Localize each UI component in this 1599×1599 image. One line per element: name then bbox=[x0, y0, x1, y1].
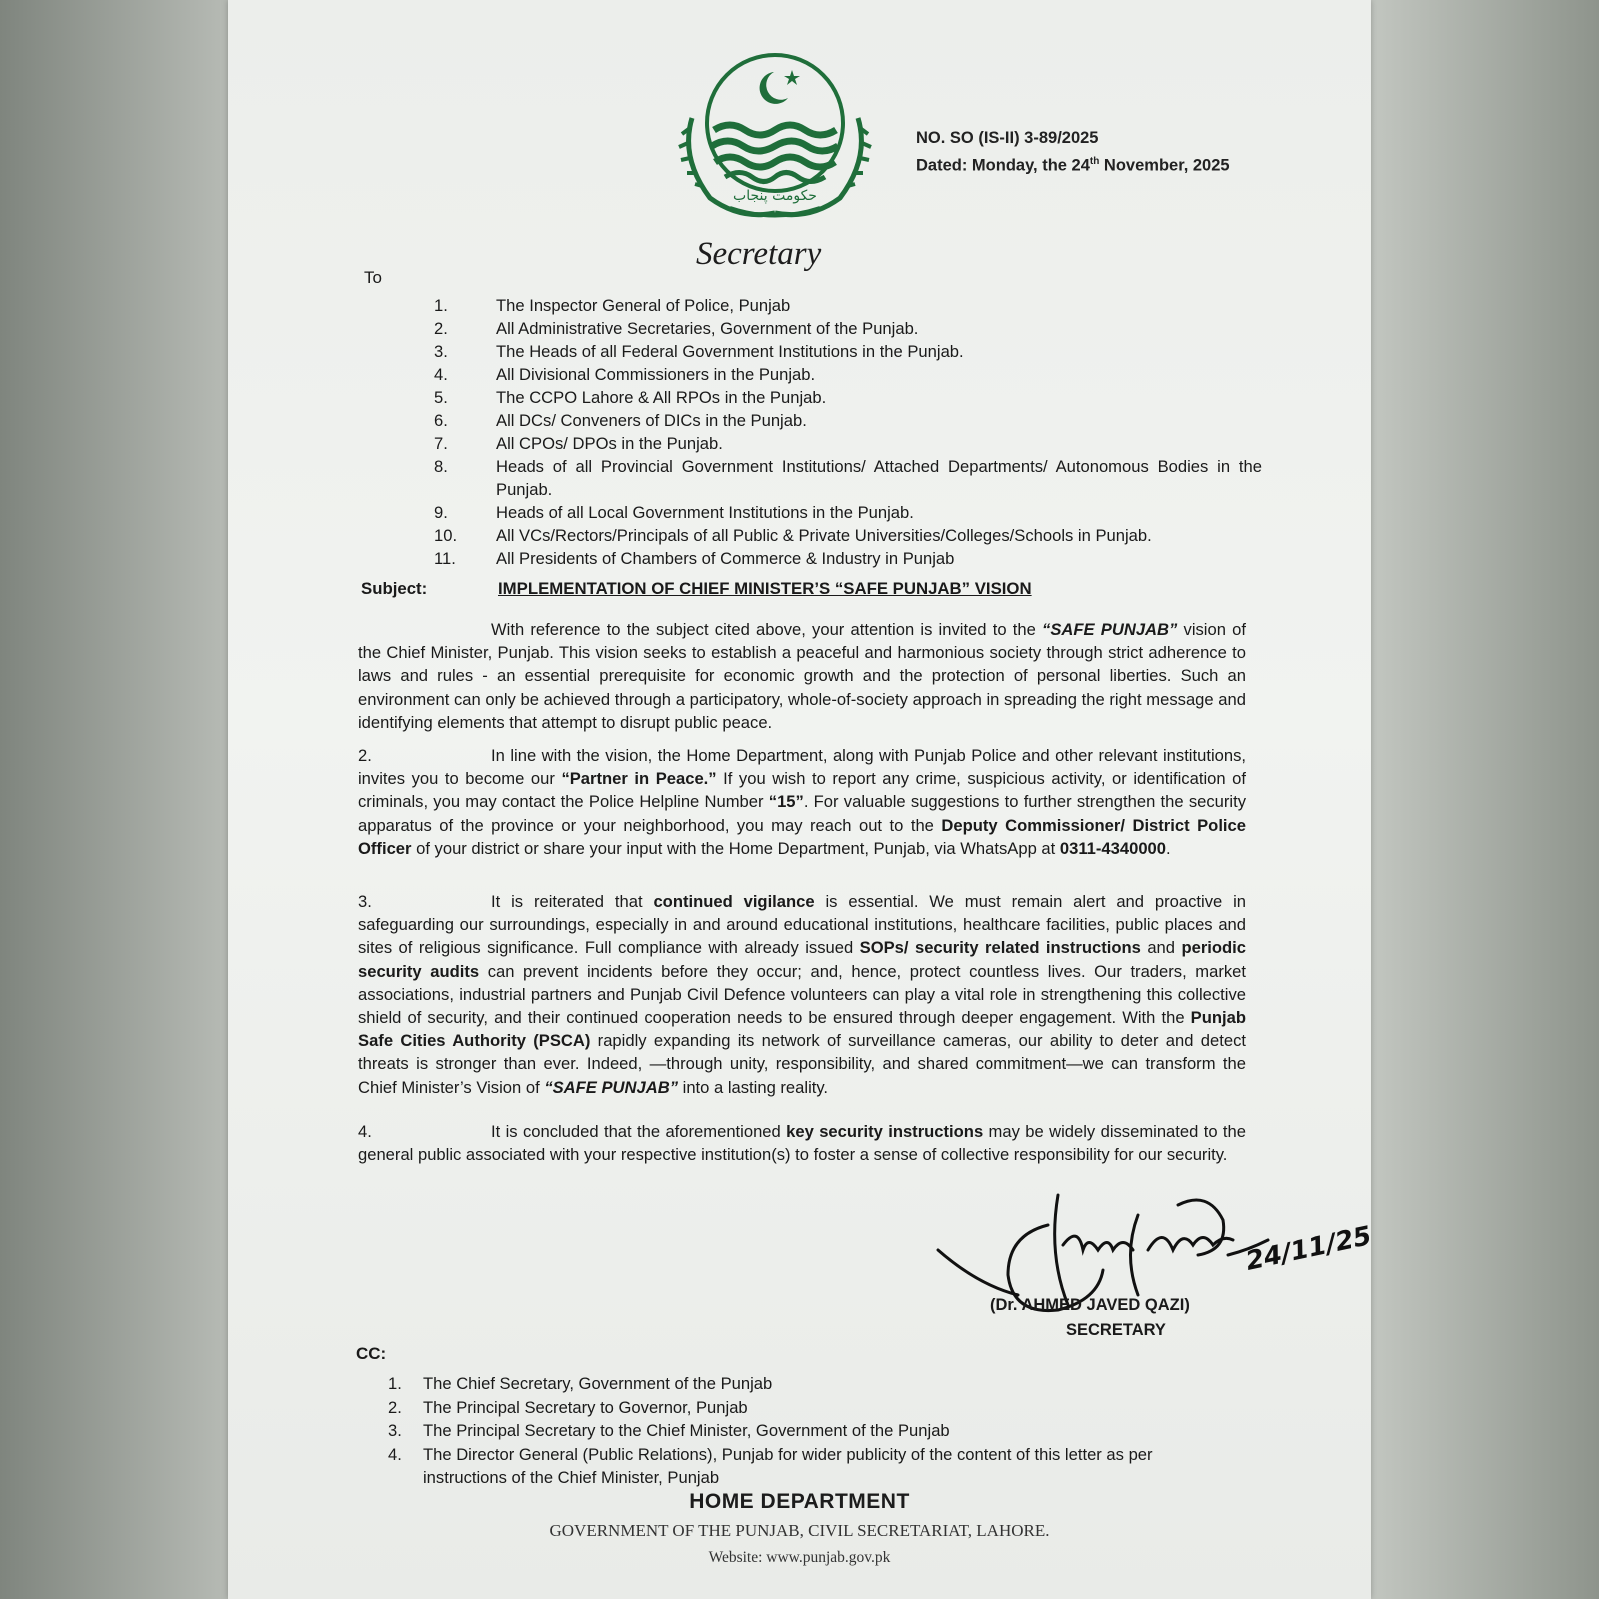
footer-website: Website: www.punjab.gov.pk bbox=[708, 1549, 891, 1566]
cc-label: CC: bbox=[356, 1344, 387, 1363]
paragraph-1: With reference to the subject cited above, your attention is invited to the “SAFE PUNJAB” vision of the Chief Minister, Punjab. This vision seeks to establish a peaceful and harmonious society through strict adherence to laws and rules - an essential prerequisite for economic growth and the protection of personal liberties. Such an environment can only be achieved through a participatory, whole-of-society approach in spreading the right message and identifying elements that attempt to disrupt public peace. bbox=[358, 620, 1246, 732]
list-item: 11. All Presidents of Chambers of Commerce & Industry in Punjab bbox=[434, 549, 955, 568]
list-item: 4. All Divisional Commissioners in the Punjab. bbox=[434, 365, 816, 384]
subject-label: Subject: bbox=[361, 579, 428, 598]
list-item: 10. All VCs/Rectors/Principals of all Public & Private Universities/Colleges/Schools in Punjab. bbox=[434, 526, 1152, 545]
reference-number: NO. SO (IS-II) 3-89/2025 bbox=[916, 129, 1099, 147]
government-of-punjab-emblem-icon bbox=[670, 48, 880, 223]
list-item: 6. All DCs/ Conveners of DICs in the Punjab. bbox=[434, 411, 807, 430]
footer-address: GOVERNMENT OF THE PUNJAB, CIVIL SECRETARIAT, LAHORE. bbox=[549, 1521, 1050, 1540]
reference-block bbox=[916, 127, 1230, 178]
signature-date: 24/11/25 bbox=[1243, 1220, 1375, 1277]
list-item: 9. Heads of all Local Government Institutions in the Punjab. bbox=[434, 503, 914, 522]
list-item: 1. The Inspector General of Police, Punjab bbox=[434, 296, 791, 315]
background-right bbox=[1371, 0, 1599, 1599]
list-item: 3. The Heads of all Federal Government Institutions in the Punjab. bbox=[434, 342, 964, 361]
designation-title: Secretary bbox=[696, 236, 822, 272]
background-left bbox=[0, 0, 230, 1599]
signatory-title: SECRETARY bbox=[1066, 1321, 1166, 1339]
list-item: 4. The Director General (Public Relations), Punjab for wider publicity of the content of this letter as per instructions of the Chief Minister, Punjab bbox=[388, 1444, 1153, 1487]
list-item: 3. The Principal Secretary to the Chief Minister, Government of the Punjab bbox=[388, 1421, 950, 1440]
letter-date: Dated: Monday, the 24th November, 2025 bbox=[916, 156, 1230, 175]
paragraph-2: 2. In line with the vision, the Home Department, along with Punjab Police and other relevant institutions, invites you to become our “Partner in Peace.” If you wish to report any crime, suspicious activity, or identification of criminals, you may contact the Police Helpline Number “15”. For valuable suggestions to further strengthen the security apparatus of the province or your neighborhood, you may reach out to the Deputy Commissioner/ District Police Officer of your district or share your input with the Home Department, Punjab, via WhatsApp at 0311-4340000. bbox=[358, 746, 1246, 858]
list-item: 2. All Administrative Secretaries, Government of the Punjab. bbox=[434, 319, 919, 338]
list-item: 2. The Principal Secretary to Governor, Punjab bbox=[388, 1397, 748, 1417]
emblem-inscription: حکومت پنجاب bbox=[733, 188, 817, 204]
letter-page bbox=[228, 0, 1375, 1599]
addressee-list bbox=[434, 294, 1334, 570]
list-item: 1. The Chief Secretary, Government of the Punjab bbox=[388, 1374, 773, 1393]
signatory-name: (Dr. AHMED JAVED QAZI) bbox=[990, 1296, 1190, 1314]
paragraph-4: 4. It is concluded that the aforementioned key security instructions may be widely disseminated to the general public associated with your respective institution(s) to foster a sense of collective responsibility for our security. bbox=[358, 1122, 1247, 1165]
paragraph-3: 3. It is reiterated that continued vigilance is essential. We must remain alert and proactive in safeguarding our surroundings, especially in and around educational institutions, healthcare facilities, public places and sites of religious significance. Full compliance with already issued SOPs/ security related instructions and periodic security audits can prevent incidents before they occur; and, hence, protect countless lives. Our traders, market associations, industrial partners and Punjab Civil Defence volunteers can play a vital role in strengthening this collective shield of security, and their continued cooperation needs to be ensured through deeper engagement. With the Punjab Safe Cities Authority (PSCA) rapidly expanding its network of surveillance cameras, our ability to deter and detect threats is stronger than ever. Indeed, —through unity, responsibility, and shared commitment—we can transform the Chief Minister’s Vision of “SAFE PUNJAB” into a lasting reality. bbox=[358, 892, 1247, 1097]
cc-list bbox=[388, 1372, 1248, 1490]
list-item: 5. The CCPO Lahore & All RPOs in the Punjab. bbox=[434, 388, 827, 407]
list-item: 8. Heads of all Provincial Government Institutions/ Attached Departments/ Autonomous Bodies in the Punjab. bbox=[434, 457, 1262, 499]
to-label: To bbox=[364, 268, 382, 287]
footer-department: HOME DEPARTMENT bbox=[689, 1490, 910, 1513]
subject-text: IMPLEMENTATION OF CHIEF MINISTER’S “SAFE PUNJAB” VISION bbox=[498, 579, 1032, 598]
list-item: 7. All CPOs/ DPOs in the Punjab. bbox=[434, 434, 723, 453]
